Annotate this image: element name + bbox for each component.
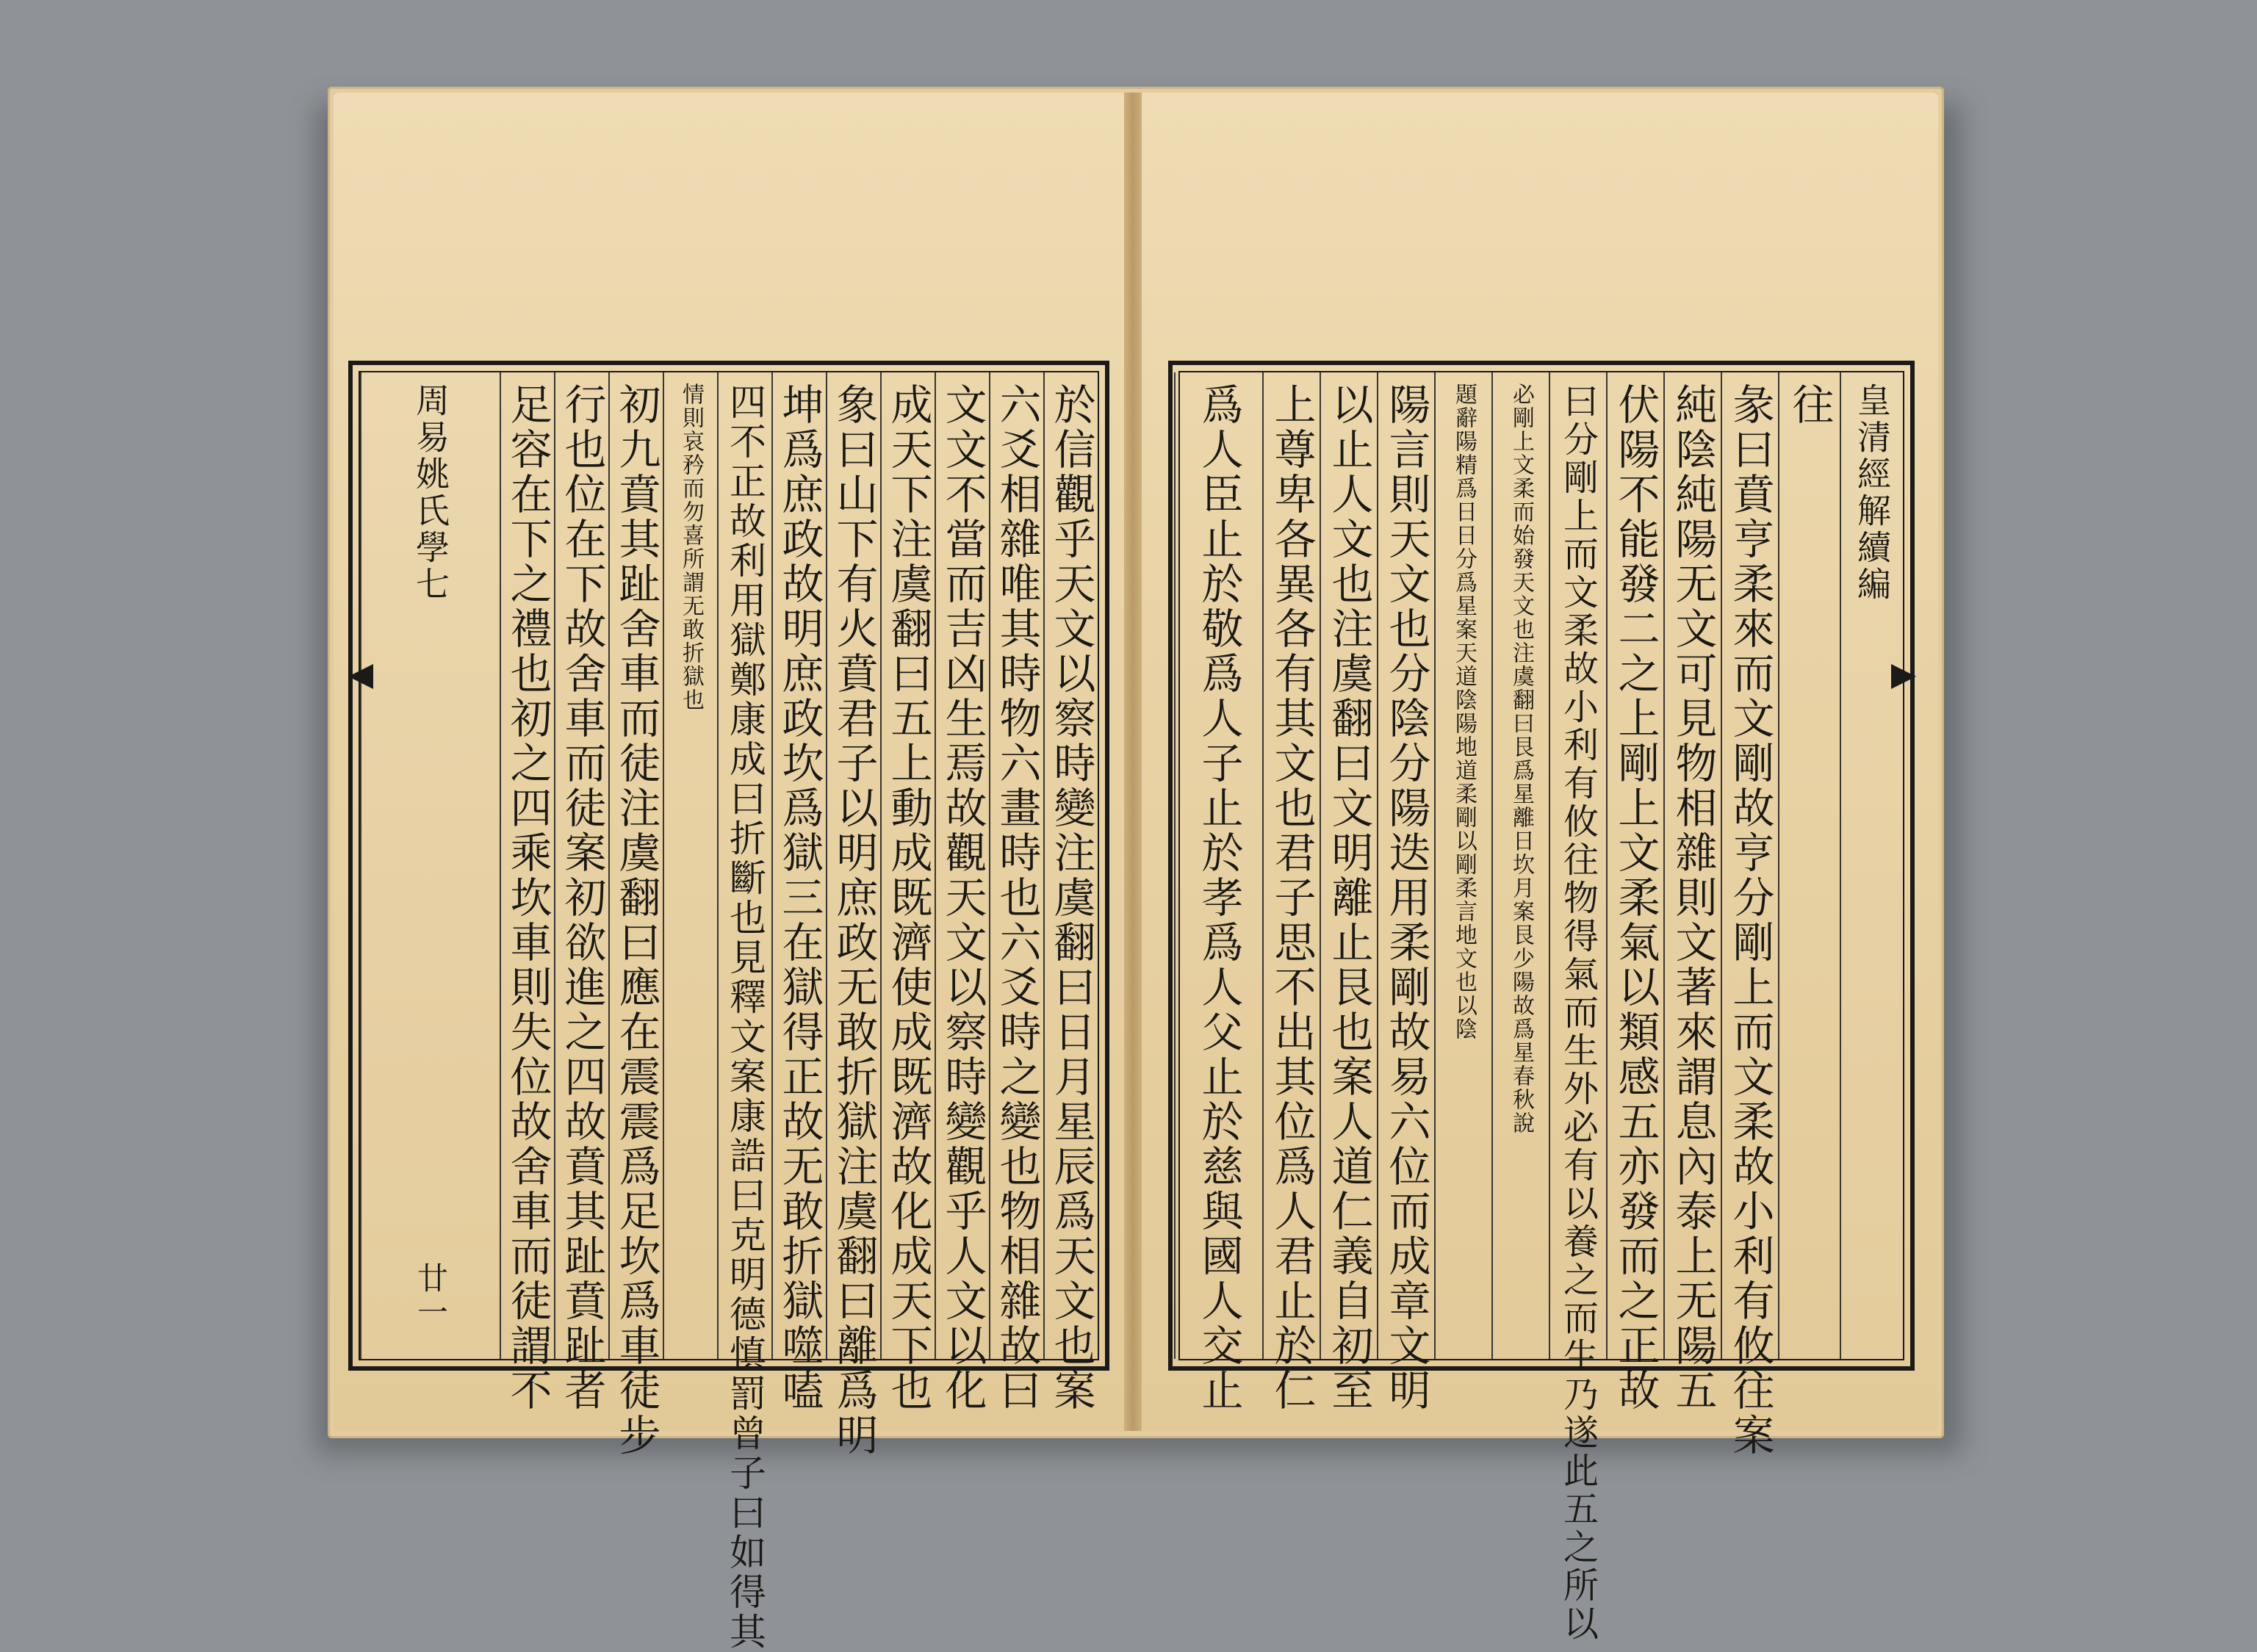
left-col-10: 行也位在下故舍車而徒案初欲進之四故賁其趾賁趾者 xyxy=(554,372,608,1359)
right-page-header-column xyxy=(1840,372,1903,1359)
right-col-1: 往 xyxy=(1778,372,1840,1359)
left-col-4: 成天下注虞翻曰五上動成既濟使成既濟故化成天下也 xyxy=(880,372,935,1359)
right-col-6-notes: 必剛上文柔而始發天文也注虞翻曰艮爲星離日坎月案艮少陽故爲星春秋說 xyxy=(1491,372,1549,1359)
right-text-frame xyxy=(1168,361,1915,1643)
left-col-9: 初九賁其趾舍車而徒注虞翻曰應在震震爲足坎爲車徒步 xyxy=(608,372,663,1359)
right-col-11: 爲人臣止於敬爲人子止於孝爲人父止於慈與國人交止 xyxy=(1174,372,1262,1359)
right-col-8: 陽言則天文也分陰分陽迭用柔剛故易六位而成章文明 xyxy=(1377,372,1434,1359)
left-col-11: 足容在下之禮也初之四乘坎車則失位故舍車而徒謂不 xyxy=(500,372,554,1359)
left-page-number: 廿一 xyxy=(413,1262,449,1330)
left-col-6: 坤爲庶政故明庶政坎爲獄三在獄得正故无敢折獄噬嗑 xyxy=(771,372,826,1359)
right-margin-title: 皇清經解續編 xyxy=(1852,383,1892,603)
left-inner-border xyxy=(359,371,1099,1652)
right-col-10: 上尊卑各異各有其文也君子思不出其位爲人君止於仁 xyxy=(1262,372,1320,1359)
left-header-label: 周易姚氏學七 xyxy=(411,383,450,603)
left-col-5: 象曰山下有火賁君子以明庶政无敢折獄注虞翻曰離爲明 xyxy=(826,372,880,1359)
left-page-header-column xyxy=(360,372,500,1359)
right-page xyxy=(1142,93,1938,1643)
right-col-9: 以止人文也注虞翻曰文明離止艮也案人道仁義自初至 xyxy=(1320,372,1377,1359)
left-text-frame xyxy=(348,361,1109,1652)
left-col-1: 於信觀乎天文以察時變注虞翻曰日月星辰爲天文也案 xyxy=(1043,372,1098,1359)
left-col-3: 文文不當而吉凶生焉故觀天文以察時變觀乎人文以化 xyxy=(935,372,989,1359)
open-book xyxy=(328,87,1944,1652)
right-col-4: 伏陽不能發二之上剛上文柔氣以類感五亦發而之正故 xyxy=(1606,372,1663,1359)
right-inner-border xyxy=(1178,371,1904,1643)
right-col-7-notes: 題辭陽精爲日日分爲星案天道陰陽地道柔剛以剛柔言地文也以陰 xyxy=(1434,372,1491,1359)
left-page xyxy=(334,93,1124,1652)
right-col-2: 彖曰賁亨柔來而文剛故亨分剛上而文柔故小利有攸往案 xyxy=(1721,372,1778,1359)
right-col-5: 曰分剛上而文柔故小利有攸往物得氣而生外必有以養之而生乃遂此五之所以 xyxy=(1549,372,1606,1359)
left-col-2: 六爻相雜唯其時物六畫時也六爻時之變也物相雜故曰 xyxy=(989,372,1043,1359)
book-spine-gutter xyxy=(1124,93,1142,1431)
left-col-7: 四不正故利用獄鄭康成曰折斷也見釋文案康誥曰克明德慎罰曾子曰如得其 xyxy=(717,372,771,1359)
left-col-8-notes: 情則哀矜而勿喜所謂无敢折獄也 xyxy=(663,372,717,1359)
right-col-3: 純陰純陽无文可見物相雜則文著來謂息內泰上无陽五 xyxy=(1663,372,1721,1359)
